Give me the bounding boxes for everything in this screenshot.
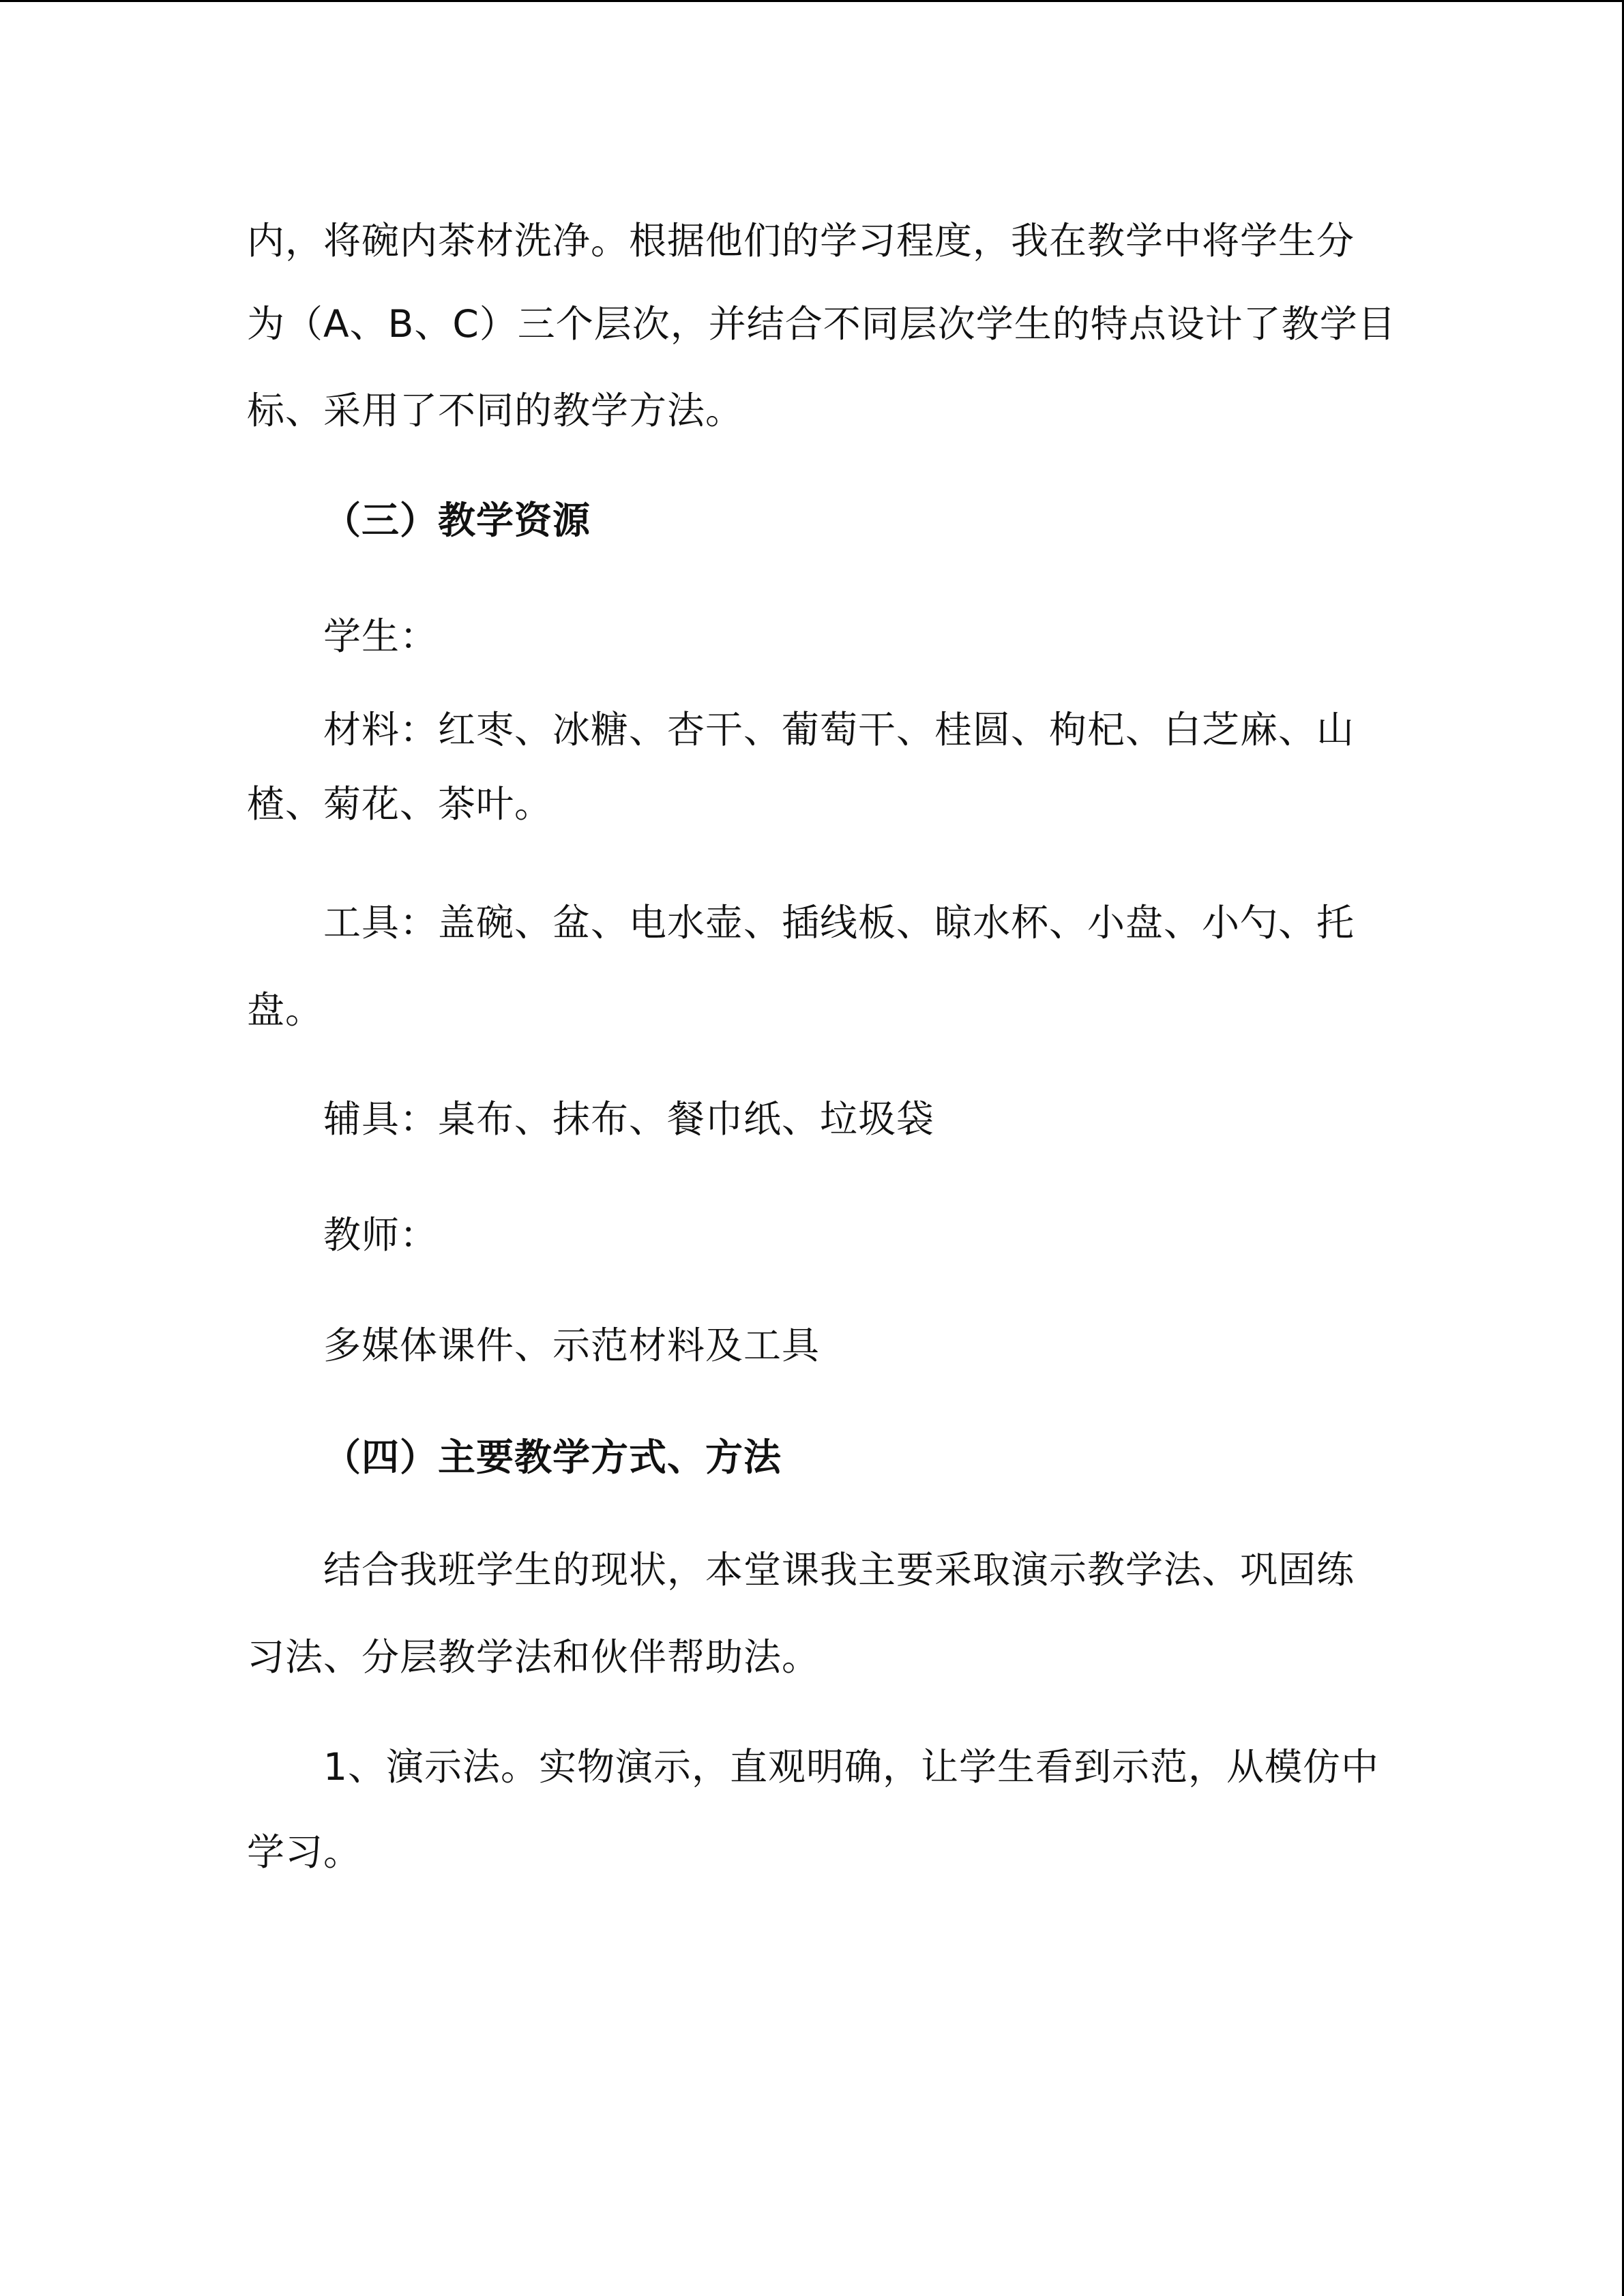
text-line: 习法、分层教学法和伙伴帮助法。 xyxy=(247,1635,821,1679)
text-line: 为（A、B、C）三个层次，并结合不同层次学生的特点设计了教学目 xyxy=(247,302,1396,346)
text-line: 标、采用了不同的教学方法。 xyxy=(247,389,744,432)
text-line: 材料：红枣、冰糖、杏干、葡萄干、桂圆、枸杞、白芝麻、山 xyxy=(323,708,1355,751)
text-line: 楂、菊花、茶叶。 xyxy=(247,782,553,826)
page-top-border xyxy=(0,0,1624,2)
text-line: 结合我班学生的现状，本堂课我主要采取演示教学法、巩固练 xyxy=(323,1548,1355,1592)
aids-line: 辅具：桌布、抹布、餐巾纸、垃圾袋 xyxy=(323,1097,935,1141)
section-heading-methods: （四）主要教学方式、方法 xyxy=(323,1435,782,1479)
teacher-label: 教师： xyxy=(323,1213,439,1257)
text-line: 学习。 xyxy=(247,1830,362,1874)
text-line: 1、演示法。实物演示，直观明确，让学生看到示范，从模仿中 xyxy=(323,1745,1379,1789)
teacher-resources-line: 多媒体课件、示范材料及工具 xyxy=(323,1324,821,1367)
text-line: 工具：盖碗、盆、电水壶、插线板、晾水杯、小盘、小勺、托 xyxy=(323,901,1355,944)
text-line: 内，将碗内茶材洗净。根据他们的学习程度，我在教学中将学生分 xyxy=(247,219,1355,263)
students-label: 学生： xyxy=(323,614,439,658)
section-heading-resources: （三）教学资源 xyxy=(323,498,591,542)
text-line: 盘。 xyxy=(247,988,324,1032)
